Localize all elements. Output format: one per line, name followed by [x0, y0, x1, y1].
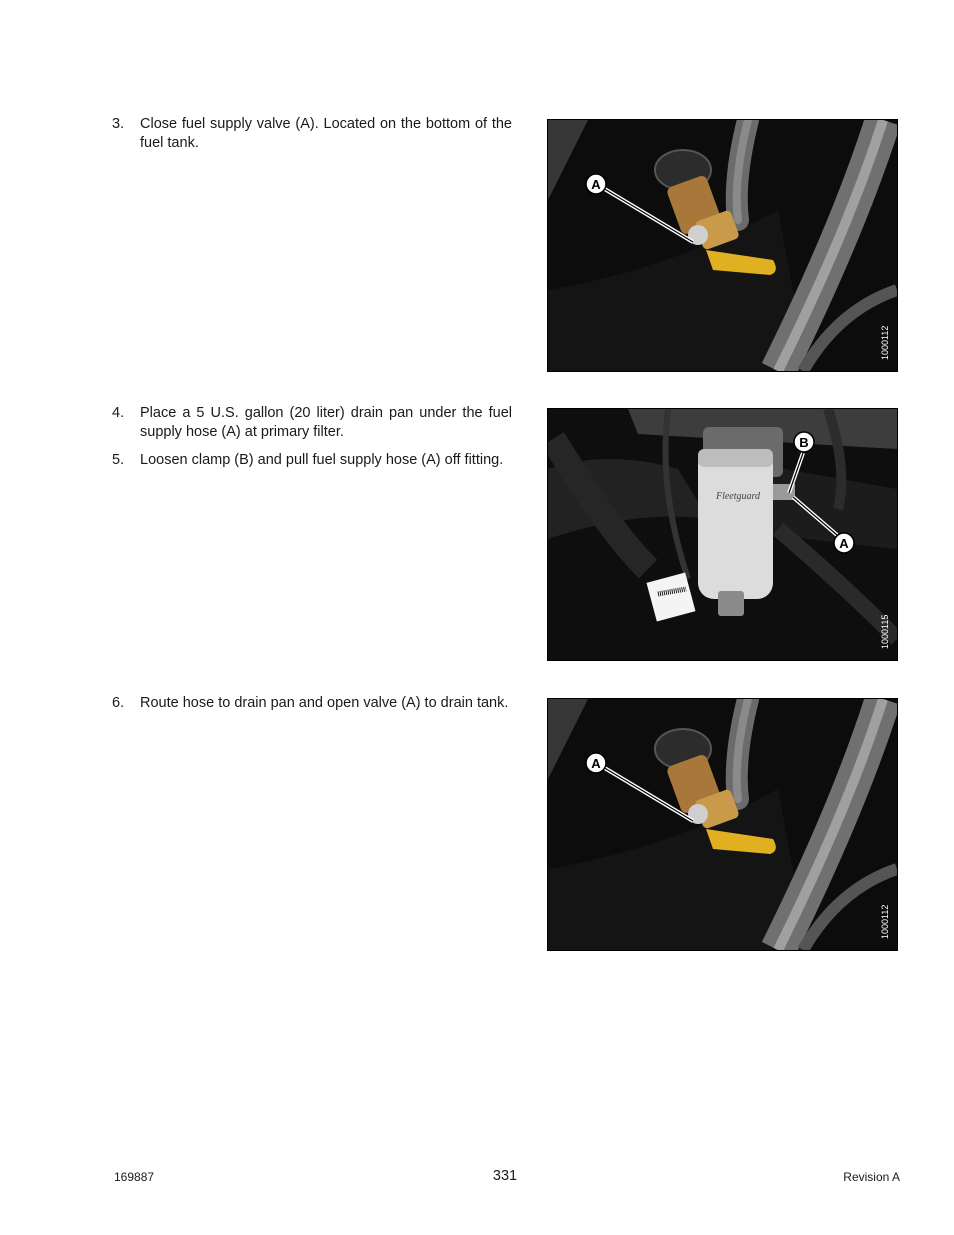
figure-id: 1000115 — [880, 614, 890, 649]
callout-b-label: B — [799, 435, 809, 450]
figure-fuel-valve-photo-open — [547, 698, 898, 951]
step-3 — [112, 115, 512, 153]
step-number: 3. — [112, 116, 125, 132]
callout-a-label: A — [839, 536, 849, 551]
figure-primary-filter-photo — [547, 408, 898, 661]
figure-fuel-valve-photo — [547, 119, 898, 372]
fuel-valve-illustration — [548, 699, 897, 950]
step-text: Place a 5 U.S. gallon (20 liter) drain pan under the fuel supply hose (A) at primary filter. — [140, 405, 512, 440]
step-5 — [112, 451, 512, 470]
figure-id: 1000112 — [880, 904, 890, 939]
step-4 — [112, 404, 512, 442]
footer-revision: Revision A — [843, 1170, 900, 1184]
step-text: Route hose to drain pan and open valve (A) to drain tank. — [140, 695, 509, 711]
footer-page-number: 331 — [492, 1168, 518, 1184]
callout-a-label: A — [591, 177, 601, 192]
fuel-valve-illustration — [548, 120, 897, 371]
step-number: 5. — [112, 452, 125, 468]
step-number: 4. — [112, 405, 125, 421]
primary-filter-illustration — [548, 409, 897, 660]
step-6 — [112, 694, 512, 713]
figure-id: 1000112 — [880, 325, 890, 360]
step-text: Close fuel supply valve (A). Located on the bottom of the fuel tank. — [140, 116, 512, 151]
filter-brand-text: Fleetguard — [715, 491, 761, 502]
step-text: Loosen clamp (B) and pull fuel supply hose (A) off fitting. — [140, 452, 504, 468]
step-number: 6. — [112, 695, 125, 711]
footer-doc-number: 169887 — [114, 1170, 155, 1184]
callout-a-label: A — [591, 756, 601, 771]
